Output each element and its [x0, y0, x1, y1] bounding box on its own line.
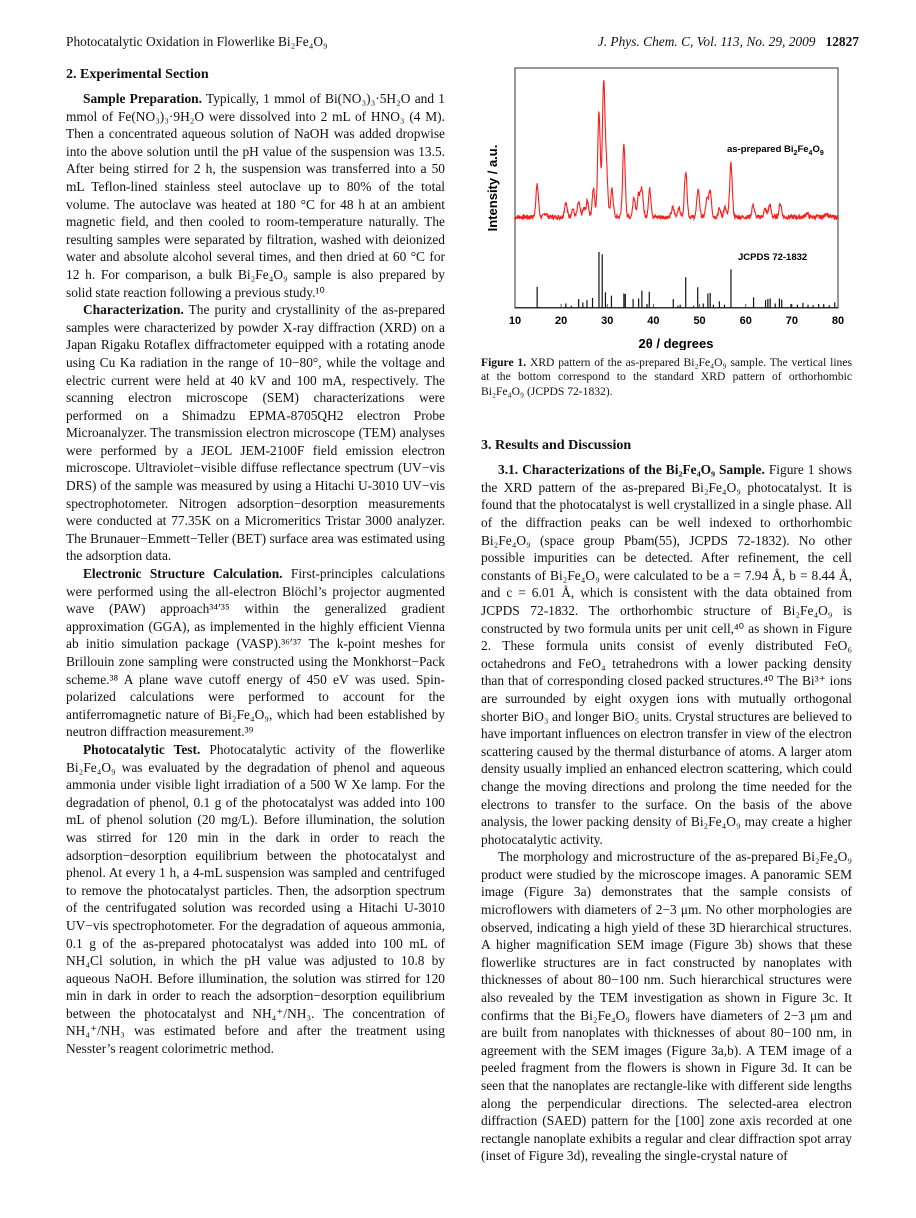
paragraph-sample-preparation — [66, 90, 445, 301]
x-axis-label: 2θ / degrees — [638, 336, 714, 350]
caption-text: XRD pattern of the as-prepared Bi₂Fe₄O₉ sample. The vertical lines at the bottom correspond to the standard XRD pattern of orthorhombic Bi₂Fe₄O₉ (JCPDS 72-1832). — [481, 356, 852, 398]
section-heading-results: 3. Results and Discussion — [481, 438, 632, 454]
right-column — [481, 60, 852, 1165]
paragraph-electronic-structure — [66, 565, 445, 741]
y-axis-label: Intensity / a.u. — [485, 144, 500, 232]
plot-frame — [515, 68, 838, 308]
runin-heading: 3.1. Characterizations of the Bi₂Fe₄O₉ Sample. — [498, 462, 765, 478]
label-jcpds: JCPDS 72-1832 — [738, 252, 808, 263]
paragraph-photocatalytic-test — [66, 741, 445, 1058]
runin-heading: Electronic Structure Calculation. — [83, 566, 283, 582]
svg-text:60: 60 — [739, 315, 752, 327]
page-number: 12827 — [825, 34, 859, 49]
paragraph-characterization — [66, 301, 445, 565]
runin-heading: Sample Preparation. — [83, 91, 202, 106]
paragraph-text: Photocatalytic activity of the flowerlike Bi₂Fe₄O₉ was evaluated by the degradation of phenol and aqueous ammonia under visible light irradiation of a 500 W Xe lamp. For the degradation of phenol, 0.1 g of the photocatalyst was added into 100 mL of phenol solution (20 mg/L). Before illumination, the solution was stirred for 120 min in the dark in order to reach the adsorption−desorption equilibrium between the photocatalyst and phenol. At every 1 h, a 4-mL suspension was sampled and centrifuged to remove the photocatalyst particles. Then, the adsorption spectrum of the centrifugated solution was recorded using a Hitachi U-3010 UV−vis spectrophotometer. For the degradation of aqueous ammonia, 0.1 g of the as-prepared photocatalyst was added into 100 mL of NH₄Cl solution, in which the pH value was adjusted to 10.8 by aqueous NaOH. Before illumination, the solution was stirred for 120 min in dark in order to reach the adsorption−desorption equilibrium between the photocatalyst and NH₄⁺/NH₃. The concentration of NH₄⁺/NH₃ was estimated before and after the treatment using Nesster’s reagent colorimetric method. — [66, 741, 446, 1057]
svg-text:80: 80 — [831, 315, 845, 327]
running-head-left: Photocatalytic Oxidation in Flowerlike Bi₂Fe₄O₉ — [66, 34, 328, 49]
xrd-chart-svg — [481, 60, 852, 350]
svg-text:10: 10 — [508, 315, 522, 327]
journal-citation: J. Phys. Chem. C, Vol. 113, No. 29, 2009 — [597, 34, 816, 49]
svg-text:20: 20 — [555, 315, 568, 327]
label-as-prepared: as-prepared $Bi_2Fe_4O_9$ — [727, 144, 824, 157]
paragraph-text: First-principles calculations were performed using the all-electron Blöchl’s projector augmented wave (PAW) approach³⁴ʹ³⁵ within the generalized gradient approximation (GGA), as implemented in the highly efficient Vienna ab initio simulation package (VASP).³⁶ʹ³⁷ The k-point meshes for Brillouin zone sampling were constructed using the Monkhorst−Pack scheme.³⁸ A plane wave cutoff energy of 450 eV was used. Spin-polarized calculations were performed to account for the antiferromagnetic nature of Bi₂Fe₄O₉, which had been established by neutron diffraction measurement.³⁹ — [66, 566, 445, 740]
figure-1-xrd-chart — [481, 60, 852, 350]
paragraph-text: Figure 1 shows the XRD pattern of the as-prepared Bi₂Fe₄O₉ photocatalyst. It is found that the photocatalyst is well crystallized in a single phase. All of the diffraction peaks can be well indexed to orthorhombic Bi₂Fe₄O₉ (space group Pbam(55), JCPDS 72-1832). No other possible impurities can be detected. After refinement, the cell constants of Bi₂Fe₄O₉ were calculated to be a = 7.94 Å, b = 8.44 Å, and c = 6.01 Å, which is consistent with the data obtained from JCPDS 72-1832. The orthorhombic structure of Bi₂Fe₄O₉ is constructed by two formula units per unit cell,⁴⁰ as shown in Figure 2. These formula units consist of evenly distributed FeO₆ octahedrons and FeO₄ tetrahedrons with a lower packing density than that of corresponding closed packed structures.⁴⁰ The Bi³⁺ ions are surrounded by eight oxygen ions with mutually orthogonal shorter BiO₃ and longer BiO₅ units. Crystal structures are believed to have important influences on electron transfer in view of the electron scattering caused by the thermal disturbance of atoms. A larger atom density usually implied an enhanced electron scattering, which could change the moving directions and prolong the time needed for the electrons to transfer to the surface. On the basis of the above analysis, the lower packing density of Bi₂Fe₄O₉ may create a higher photocatalytic activity. — [481, 462, 853, 847]
runin-heading: Photocatalytic Test. — [83, 741, 201, 757]
figure-label: Figure 1. — [481, 356, 527, 369]
figure-1-caption — [481, 356, 852, 399]
paragraph-text: The purity and crystallinity of the as-prepared samples were characterized by powder X-ray diffraction (XRD) on a Japan Rigaku Rotaflex diffractometer equipped with a rotating anode using Cu Ka radiation in the range of 10−80°, while the voltage and electric current were held at 40 kV and 100 mA, respectively. The scanning electron microscope (SEM) characterizations were performed on a Shimadzu EPMA-8705QH2 electron Probe Microanalyzer. The transmission electron microscope (TEM) analyses were performed by a JEOL JEM-2100F field emission electron microscope. Ultraviolet−visible diffuse reflectance spectrum (UV−vis DRS) of the sample was measured by using a Hitachi U-3010 UV−vis spectrophotometer. Nitrogen adsorption−desorption measurements were conducted at 77.35K on a Micromeritics Tristar 3000 analyzer. The Brunauer−Emmett−Teller (BET) surface area was estimated using the adsorption data. — [66, 302, 445, 564]
paragraph-text: Typically, 1 mmol of Bi(NO₃)₃·5H₂O and 1 mmol of Fe(NO₃)₃·9H₂O were dissolved into 2 mL of HNO₃ (4 M). Then a concentrated aqueous solution of NaOH was added dropwise into the above solution until the pH value of the suspension was 13.5. After being stirred for 2 h, the suspension was transferred into a 50 mL Teflon-lined stainless steel autoclave up to 80% of the total volume. The autoclave was heated at 180 °C for 48 h at an ambient magnetic field, and then cooled to room-temperature naturally. The resulting samples were separated by filtration, washed with deionized water and absolute alcohol several times, and then dried at 60 °C for 12 h. For comparison, a bulk Bi₂Fe₄O₉ sample is also prepared by solid state reaction following a previous study.¹⁰ — [66, 91, 445, 300]
svg-text:70: 70 — [785, 315, 798, 327]
paragraph-characterizations-sample — [481, 461, 852, 848]
paragraph-morphology — [481, 848, 852, 1165]
left-column — [66, 60, 445, 1058]
svg-text:50: 50 — [693, 315, 706, 327]
running-head-right — [598, 34, 859, 50]
paragraph-text: The morphology and microstructure of the as-prepared Bi₂Fe₄O₉ product were studied by the microscope images. A panoramic SEM image (Figure 3a) demonstrates that the sample consists of microflowers with diameters of 2−3 μm. No other morphologies are observed, indicating a high yield of these 3D hierarchical structures. A higher magnification SEM image (Figure 3b) shows that these flowerlike structures are in fact constructed by nanoplates with thicknesses of about 80−100 nm. Such hierarchical structures were also revealed by the TEM investigation as shown in Figure 3c. It confirms that the Bi₂Fe₄O₉ flowers have diameters of 2−3 μm and are built from nanoplates with thicknesses of about 80−100 nm, in agreement with the SEM images (Figure 3a,b). A TEM image of a peeled fragment from the flowers is shown in Figure 3d. It can be seen that the nanoplates are rectangle-like with different side lengths along the perpendicular directions. The selected-area electron diffraction (SAED) pattern for the [100] zone axis recorded at one rectangle nanoplate exhibits a regular and clear diffraction spot array (inset of Figure 3d), revealing the single-crystal nature of — [481, 849, 852, 1164]
svg-text:30: 30 — [601, 315, 614, 327]
section-heading-experimental: 2. Experimental Section — [66, 67, 209, 82]
svg-text:40: 40 — [647, 315, 660, 327]
runin-heading: Characterization. — [83, 302, 184, 318]
